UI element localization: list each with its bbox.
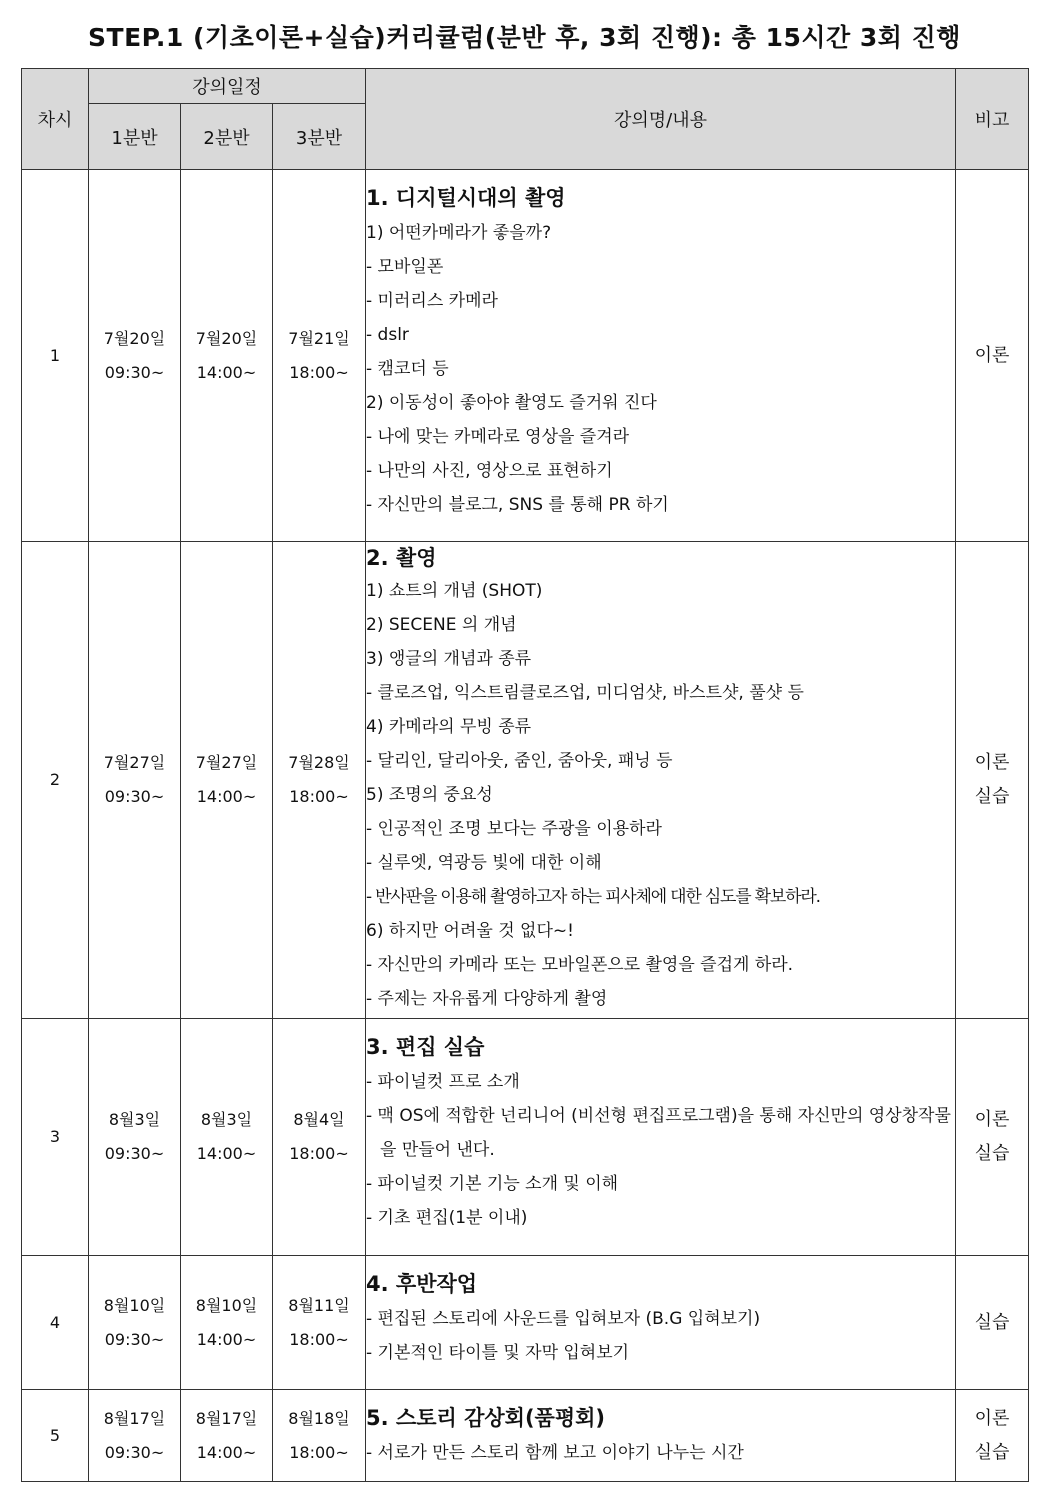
note-cell <box>956 1256 1029 1390</box>
date: 8월3일 <box>108 1110 161 1129</box>
session-number: 1 <box>22 170 89 542</box>
time: 18:00~ <box>289 1442 349 1462</box>
time: 18:00~ <box>289 362 349 382</box>
class3-schedule <box>273 1019 366 1256</box>
note-cell <box>956 542 1029 1019</box>
lecture-content <box>366 1390 956 1482</box>
time: 09:30~ <box>104 1442 165 1462</box>
content-line: - 서로가 만든 스토리 함께 보고 이야기 나누는 시간 <box>366 1443 744 1463</box>
table-row <box>22 1019 1029 1256</box>
lecture-content <box>366 542 956 1019</box>
content-line: - 캠코더 등 <box>366 359 449 379</box>
time: 18:00~ <box>289 1144 349 1163</box>
content-line: 2) SECENE 의 개념 <box>366 615 517 635</box>
class2-schedule <box>181 1256 273 1390</box>
date: 8월17일 <box>103 1408 166 1428</box>
lecture-content <box>366 170 956 542</box>
time: 14:00~ <box>196 1442 257 1462</box>
date: 8월11일 <box>288 1295 350 1315</box>
date: 8월18일 <box>288 1408 350 1428</box>
note-cell <box>956 1390 1029 1482</box>
header-class1: 1분반 <box>89 104 181 170</box>
note-type: 실습 <box>974 1441 1010 1463</box>
content-line: - 반사판을 이용해 촬영하고자 하는 피사체에 대한 심도를 확보하라. <box>366 887 820 907</box>
content-line: - 나만의 사진, 영상으로 표현하기 <box>366 461 613 481</box>
content-line: - 인공적인 조명 보다는 주광을 이용하라 <box>366 819 662 839</box>
class1-schedule <box>89 1019 181 1256</box>
time: 09:30~ <box>104 787 165 806</box>
note-cell <box>956 170 1029 542</box>
lecture-title: 3. 편집 실습 <box>366 1035 485 1059</box>
header-row <box>22 69 1029 104</box>
table-row <box>22 170 1029 542</box>
table-row <box>22 542 1029 1019</box>
content-line: - 나에 맞는 카메라로 영상을 즐겨라 <box>366 427 630 447</box>
lecture-title: 1. 디지털시대의 촬영 <box>366 186 566 210</box>
content-line: 5) 조명의 중요성 <box>366 785 493 805</box>
content-line: 2) 이동성이 좋아야 촬영도 즐거워 진다 <box>366 393 657 413</box>
note-type: 실습 <box>974 786 1010 807</box>
content-line: - 자신만의 카메라 또는 모바일폰으로 촬영을 즐겁게 하라. <box>366 955 794 975</box>
content-line: - 주제는 자유롭게 다양하게 촬영 <box>366 989 608 1009</box>
content-line: - 미러리스 카메라 <box>366 291 498 311</box>
content-line: - 편집된 스토리에 사운드를 입혀보자 (B.G 입혀보기) <box>366 1309 761 1329</box>
lecture-title: 5. 스토리 감상회(품평회) <box>366 1406 605 1430</box>
content-line: - 파이널컷 프로 소개 <box>366 1072 520 1092</box>
class1-schedule <box>89 170 181 542</box>
time: 09:30~ <box>104 362 165 382</box>
header-class2: 2분반 <box>181 104 273 170</box>
session-number: 2 <box>22 542 89 1019</box>
lecture-title: 4. 후반작업 <box>366 1272 478 1296</box>
date: 8월10일 <box>195 1295 258 1315</box>
content-line: 1) 어떤카메라가 좋을까? <box>366 223 552 243</box>
page-title: STEP.1 (기초이론+실습)커리큘럼(분반 후, 3회 진행): 총 15시간 3회 진행 <box>88 23 961 52</box>
header-note: 비고 <box>956 69 1029 170</box>
date: 7월28일 <box>288 753 350 772</box>
table-row <box>22 1390 1029 1482</box>
header-content: 강의명/내용 <box>366 69 956 170</box>
session-number: 3 <box>22 1019 89 1256</box>
content-line: - 파이널컷 기본 기능 소개 및 이해 <box>366 1174 619 1194</box>
note-type: 이론 <box>974 1109 1010 1130</box>
content-line: 3) 앵글의 개념과 종류 <box>366 649 532 669</box>
date: 8월17일 <box>195 1408 258 1428</box>
session-number: 4 <box>22 1256 89 1390</box>
lecture-content <box>366 1019 956 1256</box>
note-type: 이론 <box>974 752 1010 773</box>
content-line: - 달리인, 달리아웃, 줌인, 줌아웃, 패닝 등 <box>366 751 673 771</box>
date: 8월4일 <box>293 1110 345 1129</box>
class1-schedule <box>89 1390 181 1482</box>
date: 8월10일 <box>103 1295 166 1315</box>
class1-schedule <box>89 1256 181 1390</box>
time: 14:00~ <box>196 1329 257 1349</box>
note-type: 이론 <box>974 1407 1010 1429</box>
note-type: 실습 <box>974 1311 1010 1333</box>
lecture-title: 2. 촬영 <box>366 546 437 570</box>
time: 14:00~ <box>196 1144 257 1163</box>
time: 09:30~ <box>104 1144 165 1163</box>
content-line: - 모바일폰 <box>366 257 444 277</box>
content-line: 1) 쇼트의 개념 (SHOT) <box>366 581 543 601</box>
time: 14:00~ <box>196 787 257 806</box>
class3-schedule <box>273 170 366 542</box>
note-type: 이론 <box>974 344 1010 366</box>
content-line: - 기초 편집(1분 이내) <box>366 1208 528 1228</box>
curriculum-table <box>21 68 1029 1482</box>
class3-schedule <box>273 1256 366 1390</box>
time: 18:00~ <box>289 1329 349 1349</box>
content-line: - 실루엣, 역광등 빛에 대한 이해 <box>366 853 602 873</box>
date: 7월20일 <box>103 328 166 348</box>
note-type: 실습 <box>974 1143 1010 1164</box>
time: 18:00~ <box>289 787 349 806</box>
class2-schedule <box>181 1390 273 1482</box>
time: 09:30~ <box>104 1329 165 1349</box>
content-line: 4) 카메라의 무빙 종류 <box>366 717 532 737</box>
content-line: 6) 하지만 어려울 것 없다~! <box>366 921 574 941</box>
session-number: 5 <box>22 1390 89 1482</box>
class1-schedule <box>89 542 181 1019</box>
date: 7월21일 <box>288 328 350 348</box>
content-line: - 자신만의 블로그, SNS 를 통해 PR 하기 <box>366 495 669 515</box>
lecture-content <box>366 1256 956 1390</box>
content-line: - 맥 OS에 적합한 넌리니어 (비선형 편집프로그램)을 통해 자신만의 영상창작물을 만들어 낸다. <box>366 1106 951 1160</box>
content-line: - 기본적인 타이틀 및 자막 입혀보기 <box>366 1343 630 1363</box>
header-class3: 3분반 <box>273 104 366 170</box>
content-line: - dslr <box>366 325 409 345</box>
date: 7월27일 <box>103 753 166 772</box>
class3-schedule <box>273 542 366 1019</box>
header-schedule: 강의일정 <box>89 69 366 104</box>
class3-schedule <box>273 1390 366 1482</box>
date: 7월27일 <box>195 753 258 772</box>
date: 8월3일 <box>200 1110 253 1129</box>
note-cell <box>956 1019 1029 1256</box>
header-session: 차시 <box>22 69 89 170</box>
class2-schedule <box>181 170 273 542</box>
table-row <box>22 1256 1029 1390</box>
time: 14:00~ <box>196 362 257 382</box>
class2-schedule <box>181 1019 273 1256</box>
class2-schedule <box>181 542 273 1019</box>
content-line: - 클로즈업, 익스트림클로즈업, 미디엄샷, 바스트샷, 풀샷 등 <box>366 683 804 703</box>
date: 7월20일 <box>195 328 258 348</box>
